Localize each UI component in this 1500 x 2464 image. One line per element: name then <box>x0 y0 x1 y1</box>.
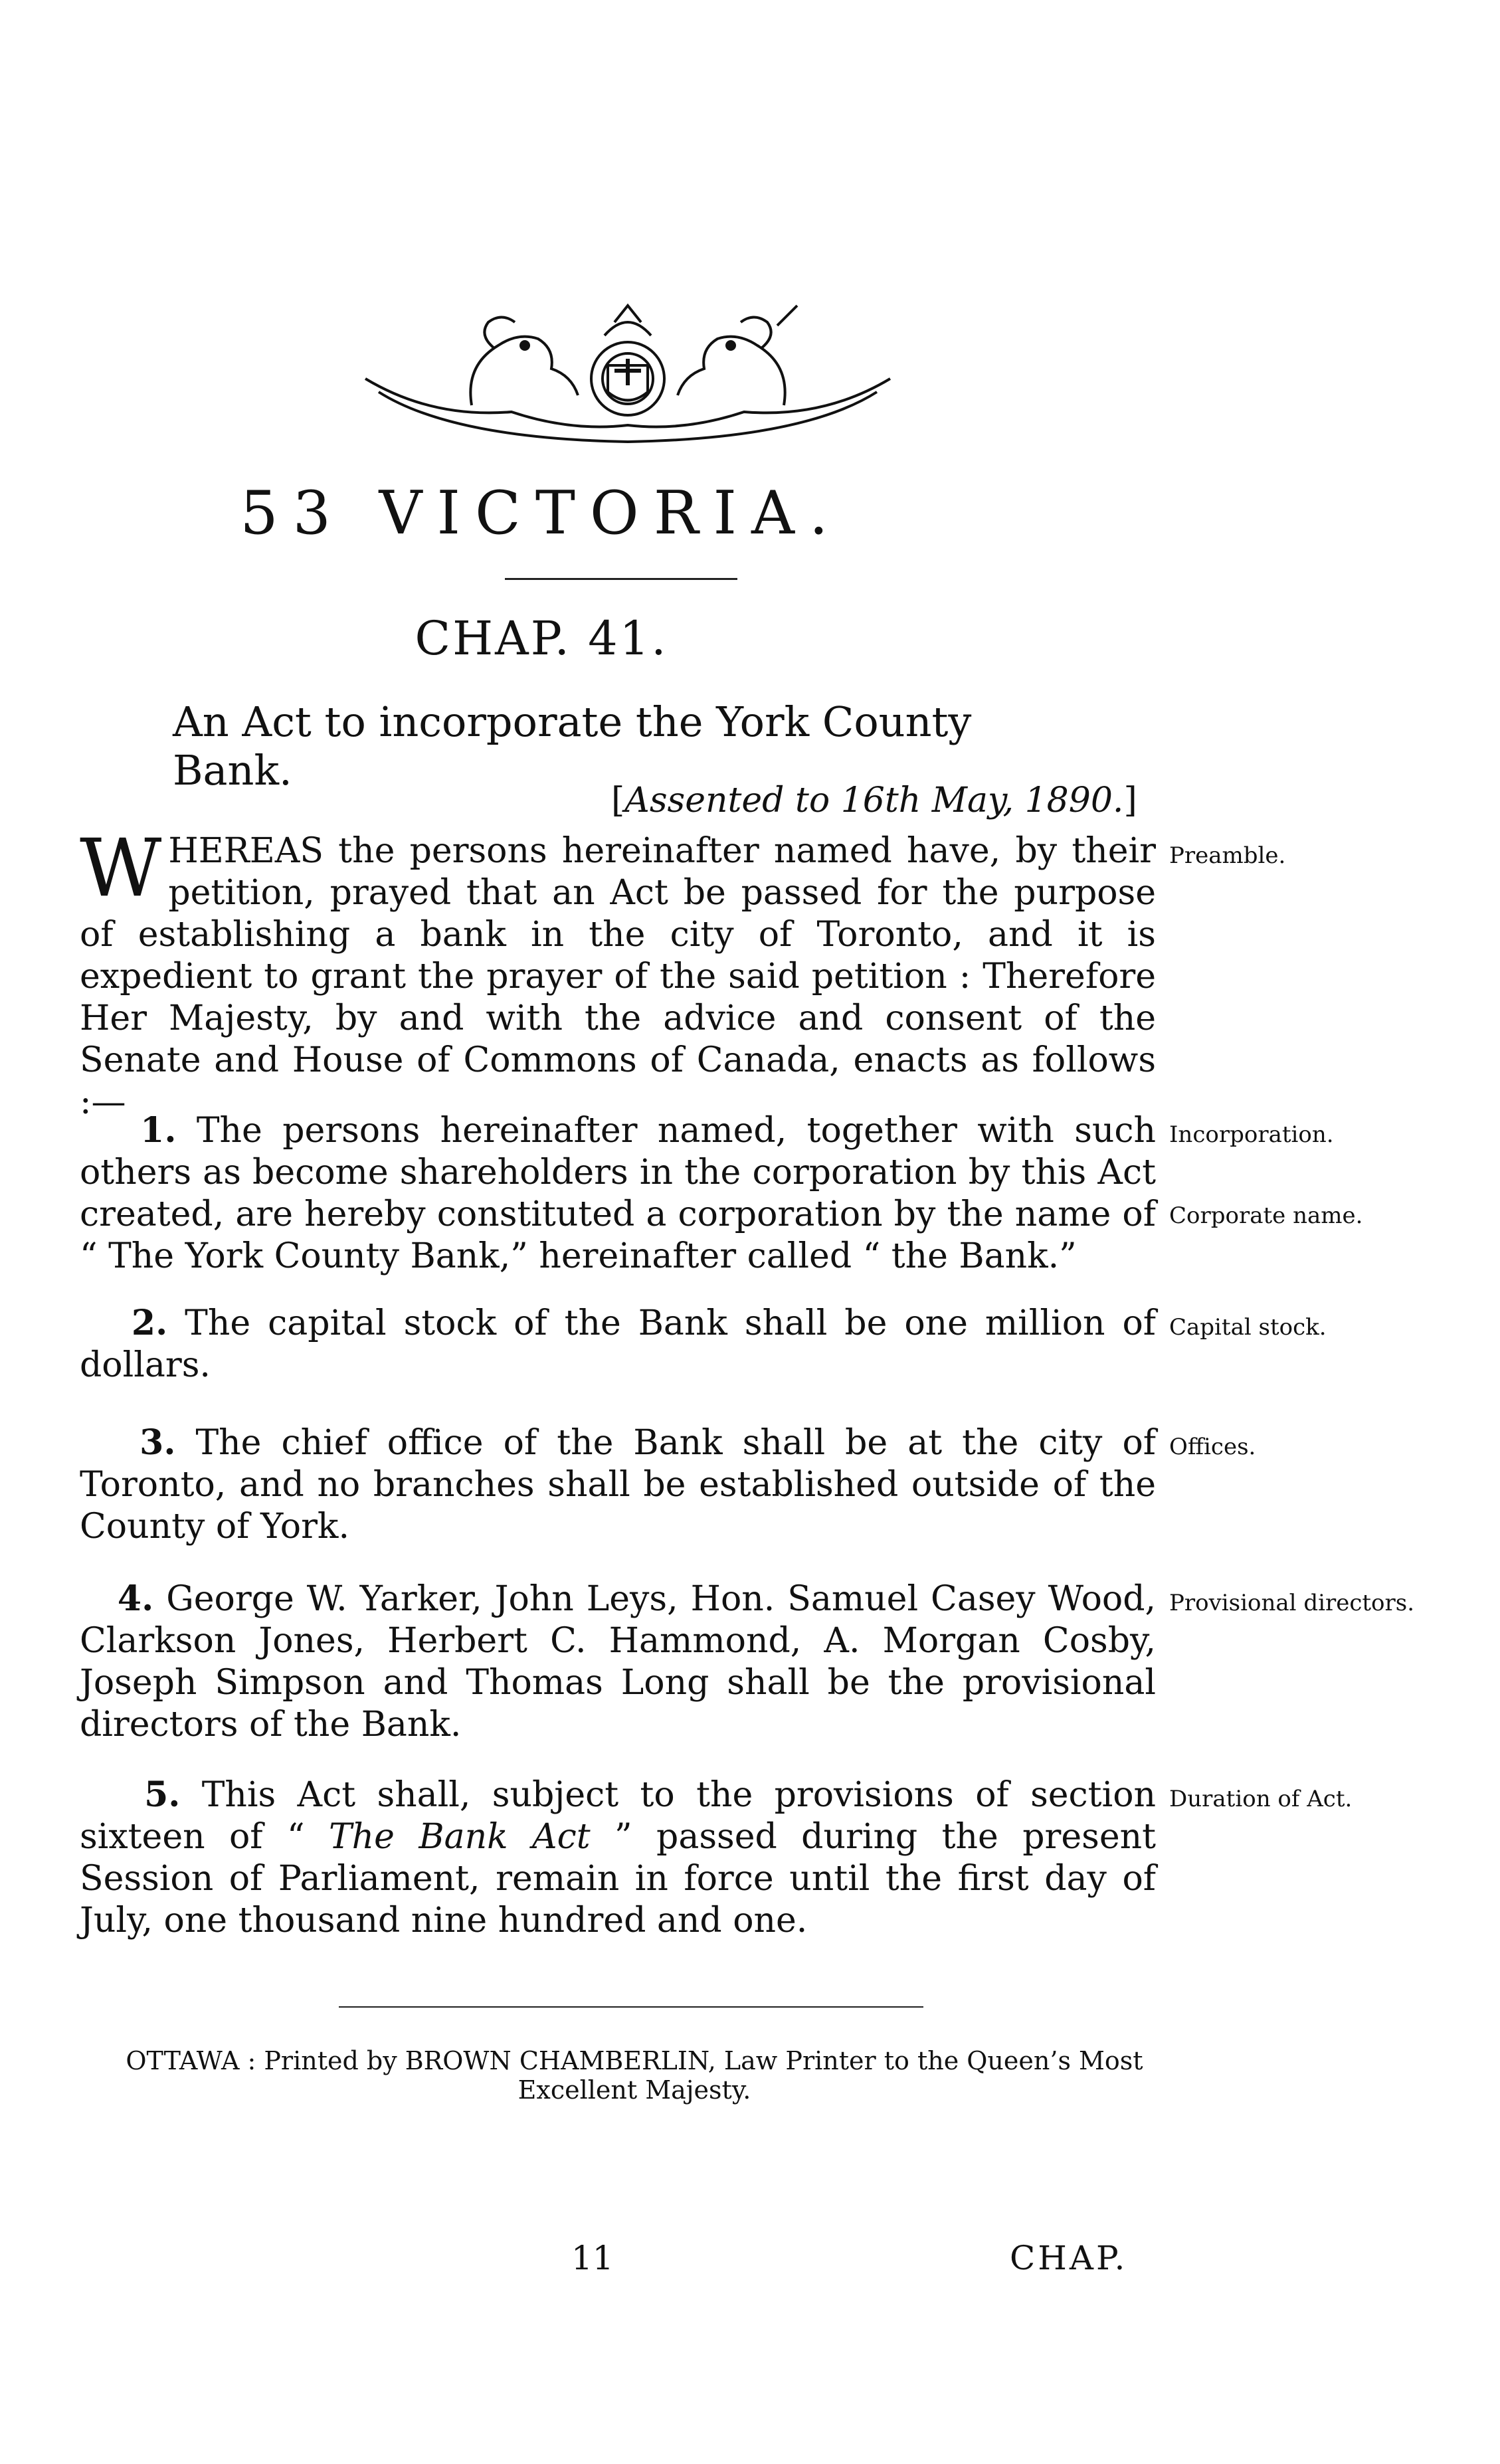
page-number: 11 <box>571 2239 614 2277</box>
section-1 <box>80 1109 1156 1278</box>
section-number: 3. <box>140 1422 176 1463</box>
section-number: 1. <box>140 1110 177 1151</box>
section-3 <box>80 1422 1156 1548</box>
section-number: 4. <box>117 1578 154 1619</box>
section-4 <box>80 1578 1156 1746</box>
section-2 <box>80 1302 1156 1386</box>
section-number: 2. <box>131 1303 168 1343</box>
margin-note-offices: Offices. <box>1169 1434 1256 1460</box>
printer-imprint: OTTAWA : Printed by BROWN CHAMBERLIN, Law Printer to the Queen’s Most Excellent Majesty. <box>126 2046 1143 2105</box>
margin-note-incorporation: Incorporation. <box>1169 1121 1334 1148</box>
drop-cap: W <box>80 822 162 915</box>
assent-date: [Assented to 16th May, 1890.] <box>611 781 1137 820</box>
section-text: The capital stock of the Bank shall be one million of dollars. <box>80 1303 1157 1385</box>
margin-note-provisional-directors: Provisional directors. <box>1169 1590 1415 1616</box>
assent-text: Assented to 16th May, 1890. <box>624 781 1124 820</box>
margin-note-duration: Duration of Act. <box>1169 1786 1353 1812</box>
section-text-before: This Act shall, subject to the provisions of section sixteen of “ <box>80 1775 1157 1857</box>
royal-coat-of-arms-icon <box>352 299 903 452</box>
section-number: 5. <box>144 1774 181 1815</box>
section-text: The persons hereinafter named, together with such others as become shareholders in the corporation by this Act created, are hereby constituted a corporation by the name of “ The York County Bank,” hereinafter called “ the Bank.” <box>80 1111 1156 1276</box>
preamble <box>80 822 1156 1123</box>
section-5 <box>80 1774 1156 1942</box>
section-text: The chief office of the Bank shall be at the city of Toronto, and no branches shall be established outside of the County of York. <box>80 1423 1156 1547</box>
footer-divider <box>339 2006 923 2008</box>
regnal-year: 53 VICTORIA. <box>240 478 843 548</box>
preamble-text: HEREAS the persons hereinafter named have, by their petition, prayed that an Act be passed for the purpose of establishing a bank in the city of Toronto, and it is expedient to grant the prayer of the said petition : Therefore Her Majesty, by and with the advice and consent of the Senate and House of Commons of Canada, enacts as follows :— <box>80 831 1156 1122</box>
margin-note-capital-stock: Capital stock. <box>1169 1314 1327 1341</box>
section-text: George W. Yarker, John Leys, Hon. Samuel Casey Wood, Clarkson Jones, Herbert C. Hammond, A. Morgan Cosby, Joseph Simpson and Thomas Long shall be the provisional directors of the Bank. <box>80 1579 1157 1745</box>
divider <box>505 578 737 580</box>
act-reference: The Bank Act <box>329 1817 591 1857</box>
act-title: An Act to incorporate the York County Bank. <box>173 698 972 795</box>
margin-note-preamble: Preamble. <box>1169 842 1286 869</box>
section-text-after: ” passed during the present Session of Parliament, remain in force until the first day of July, one thousand nine hundred and one. <box>80 1817 1156 1941</box>
margin-note-corporate-name: Corporate name. <box>1169 1202 1363 1229</box>
chapter-heading: CHAP. 41. <box>415 611 668 666</box>
catchword: CHAP. <box>1010 2239 1128 2277</box>
